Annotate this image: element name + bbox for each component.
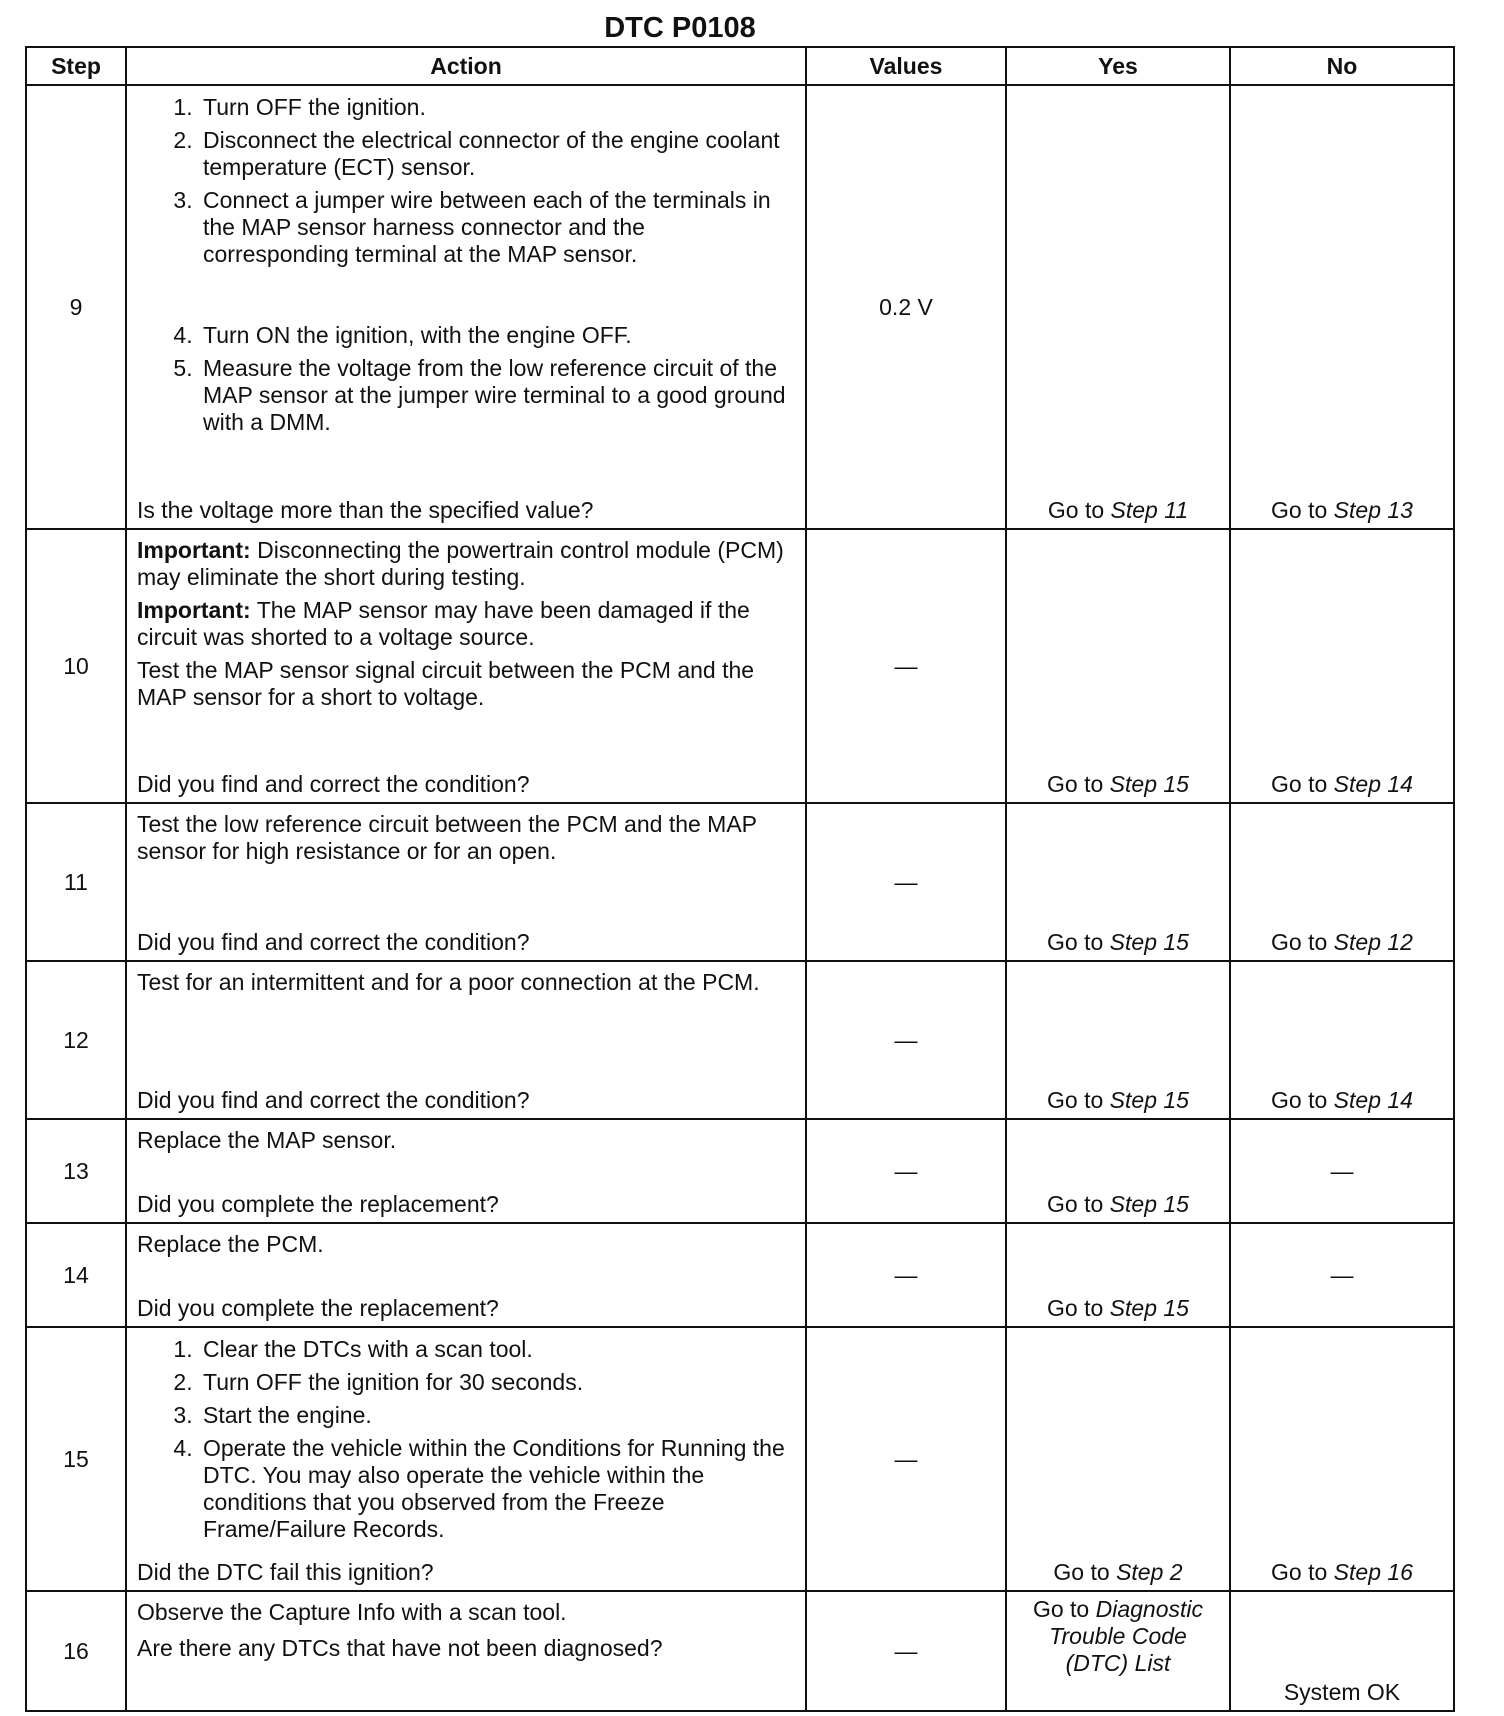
value-cell: — <box>806 529 1006 803</box>
action-list <box>137 322 797 436</box>
no-prefix: Go to <box>1271 771 1328 797</box>
value-cell: — <box>806 1591 1006 1711</box>
yes-cell <box>1006 803 1230 961</box>
action-cell <box>126 1223 806 1327</box>
yes-prefix: Go to <box>1047 929 1104 955</box>
table-row <box>26 1223 1454 1327</box>
value-cell: — <box>806 1223 1006 1327</box>
action-question: Are there any DTCs that have not been diagnosed? <box>137 1635 663 1661</box>
yes-step-link: Step 15 <box>1109 929 1189 955</box>
yes-cell <box>1006 961 1230 1119</box>
important-label: Important: <box>137 537 251 563</box>
no-prefix: Go to <box>1271 929 1328 955</box>
action-cell <box>126 1327 806 1591</box>
yes-cell <box>1006 1591 1230 1711</box>
step-number: 9 <box>26 85 126 529</box>
no-step-link: Step 13 <box>1333 497 1413 523</box>
table-row <box>26 1119 1454 1223</box>
action-text: Replace the MAP sensor. <box>137 1127 397 1153</box>
no-step-link: Step 16 <box>1333 1559 1413 1585</box>
step-number: 10 <box>26 529 126 803</box>
action-list <box>137 94 797 268</box>
yes-prefix: Go to <box>1053 1559 1110 1585</box>
diagnostic-table <box>25 46 1455 1712</box>
action-question: Did you complete the replacement? <box>137 1295 499 1321</box>
action-question: Did you find and correct the condition? <box>137 771 530 797</box>
action-question: Did you complete the replacement? <box>137 1191 499 1217</box>
list-item: 2. Turn OFF the ignition for 30 seconds. <box>199 1369 797 1396</box>
yes-step-link: Step 15 <box>1109 1191 1189 1217</box>
list-item: 1. Clear the DTCs with a scan tool. <box>199 1336 797 1363</box>
action-text: Observe the Capture Info with a scan tool. <box>137 1599 567 1625</box>
no-cell: — <box>1230 1119 1454 1223</box>
yes-cell <box>1006 529 1230 803</box>
no-cell <box>1230 803 1454 961</box>
no-cell <box>1230 1327 1454 1591</box>
value-cell: — <box>806 803 1006 961</box>
yes-prefix: Go to <box>1032 1596 1090 1622</box>
action-cell <box>126 529 806 803</box>
action-cell <box>126 1591 806 1711</box>
table-row <box>26 85 1454 529</box>
action-cell <box>126 1119 806 1223</box>
page-title: DTC P0108 <box>604 12 756 44</box>
header-action: Action <box>126 47 806 85</box>
value-cell: — <box>806 1327 1006 1591</box>
header-values: Values <box>806 47 1006 85</box>
action-text: Test for an intermittent and for a poor connection at the PCM. <box>137 969 760 995</box>
yes-prefix: Go to <box>1047 1087 1104 1113</box>
action-cell <box>126 85 806 529</box>
action-text: Test the MAP sensor signal circuit between the PCM and the MAP sensor for a short to voltage. <box>137 657 755 710</box>
value-cell: 0.2 V <box>806 85 1006 529</box>
no-prefix: Go to <box>1271 1559 1328 1585</box>
table-row <box>26 803 1454 961</box>
list-item: 2. Disconnect the electrical connector of the engine coolant temperature (ECT) sensor. <box>199 127 797 181</box>
yes-step-link: Step 15 <box>1109 771 1189 797</box>
yes-prefix: Go to <box>1047 771 1104 797</box>
step-number: 14 <box>26 1223 126 1327</box>
yes-step-link: Step 2 <box>1116 1559 1183 1585</box>
yes-prefix: Go to <box>1047 1191 1104 1217</box>
yes-step-link: Step 15 <box>1109 1087 1189 1113</box>
step-number: 16 <box>26 1591 126 1711</box>
no-prefix: Go to <box>1271 497 1328 523</box>
action-question: Did you find and correct the condition? <box>137 929 530 955</box>
list-item: 3. Start the engine. <box>199 1402 797 1429</box>
yes-step-link: Step 15 <box>1109 1295 1189 1321</box>
action-question: Did the DTC fail this ignition? <box>137 1559 434 1585</box>
step-number: 15 <box>26 1327 126 1591</box>
list-item: 1. Turn OFF the ignition. <box>199 94 797 121</box>
value-cell: — <box>806 1119 1006 1223</box>
action-question: Is the voltage more than the specified value? <box>137 497 594 523</box>
step-number: 13 <box>26 1119 126 1223</box>
yes-cell <box>1006 85 1230 529</box>
action-cell <box>126 961 806 1119</box>
action-text: Test the low reference circuit between the PCM and the MAP sensor for high resistance or for an open. <box>137 811 757 864</box>
list-item: 4. Turn ON the ignition, with the engine OFF. <box>199 322 797 349</box>
list-item: 3. Connect a jumper wire between each of the terminals in the MAP sensor harness connector and the corresponding terminal at the MAP sensor. <box>199 187 797 268</box>
table-row <box>26 1327 1454 1591</box>
no-cell <box>1230 85 1454 529</box>
no-prefix: Go to <box>1271 1087 1328 1113</box>
no-cell <box>1230 961 1454 1119</box>
no-cell: System OK <box>1230 1591 1454 1711</box>
no-cell <box>1230 529 1454 803</box>
action-text: Replace the PCM. <box>137 1231 324 1257</box>
table-row <box>26 529 1454 803</box>
no-step-link: Step 14 <box>1333 1087 1413 1113</box>
important-label: Important: <box>137 597 251 623</box>
yes-step-link: Step 11 <box>1110 497 1189 523</box>
yes-cell <box>1006 1119 1230 1223</box>
step-number: 11 <box>26 803 126 961</box>
important-text: Disconnecting the powertrain control module (PCM) may eliminate the short during testing. <box>137 537 784 590</box>
yes-prefix: Go to <box>1047 1295 1104 1321</box>
step-number: 12 <box>26 961 126 1119</box>
no-cell: — <box>1230 1223 1454 1327</box>
no-step-link: Step 14 <box>1333 771 1413 797</box>
action-cell <box>126 803 806 961</box>
header-step: Step <box>26 47 126 85</box>
action-list <box>137 1332 797 1549</box>
table-row <box>26 961 1454 1119</box>
list-item: 5. Measure the voltage from the low reference circuit of the MAP sensor at the jumper wire terminal to a good ground with a DMM. <box>199 355 797 436</box>
important-note <box>137 597 797 651</box>
header-no: No <box>1230 47 1454 85</box>
no-step-link: Step 12 <box>1333 929 1413 955</box>
header-yes: Yes <box>1006 47 1230 85</box>
table-row <box>26 1591 1454 1711</box>
value-cell: — <box>806 961 1006 1119</box>
yes-cell <box>1006 1223 1230 1327</box>
important-note <box>137 537 797 591</box>
action-question: Did you find and correct the condition? <box>137 1087 530 1113</box>
important-text: The MAP sensor may have been damaged if the circuit was shorted to a voltage source. <box>137 597 750 650</box>
yes-dtc-list-link: Diagnostic Trouble Code (DTC) List <box>1049 1596 1204 1676</box>
list-item: 4. Operate the vehicle within the Conditions for Running the DTC. You may also operate the vehicle within the conditions that you observed from the Freeze Frame/Failure Records. <box>199 1435 797 1543</box>
yes-prefix: Go to <box>1047 497 1105 523</box>
header-row <box>26 47 1454 85</box>
yes-cell <box>1006 1327 1230 1591</box>
